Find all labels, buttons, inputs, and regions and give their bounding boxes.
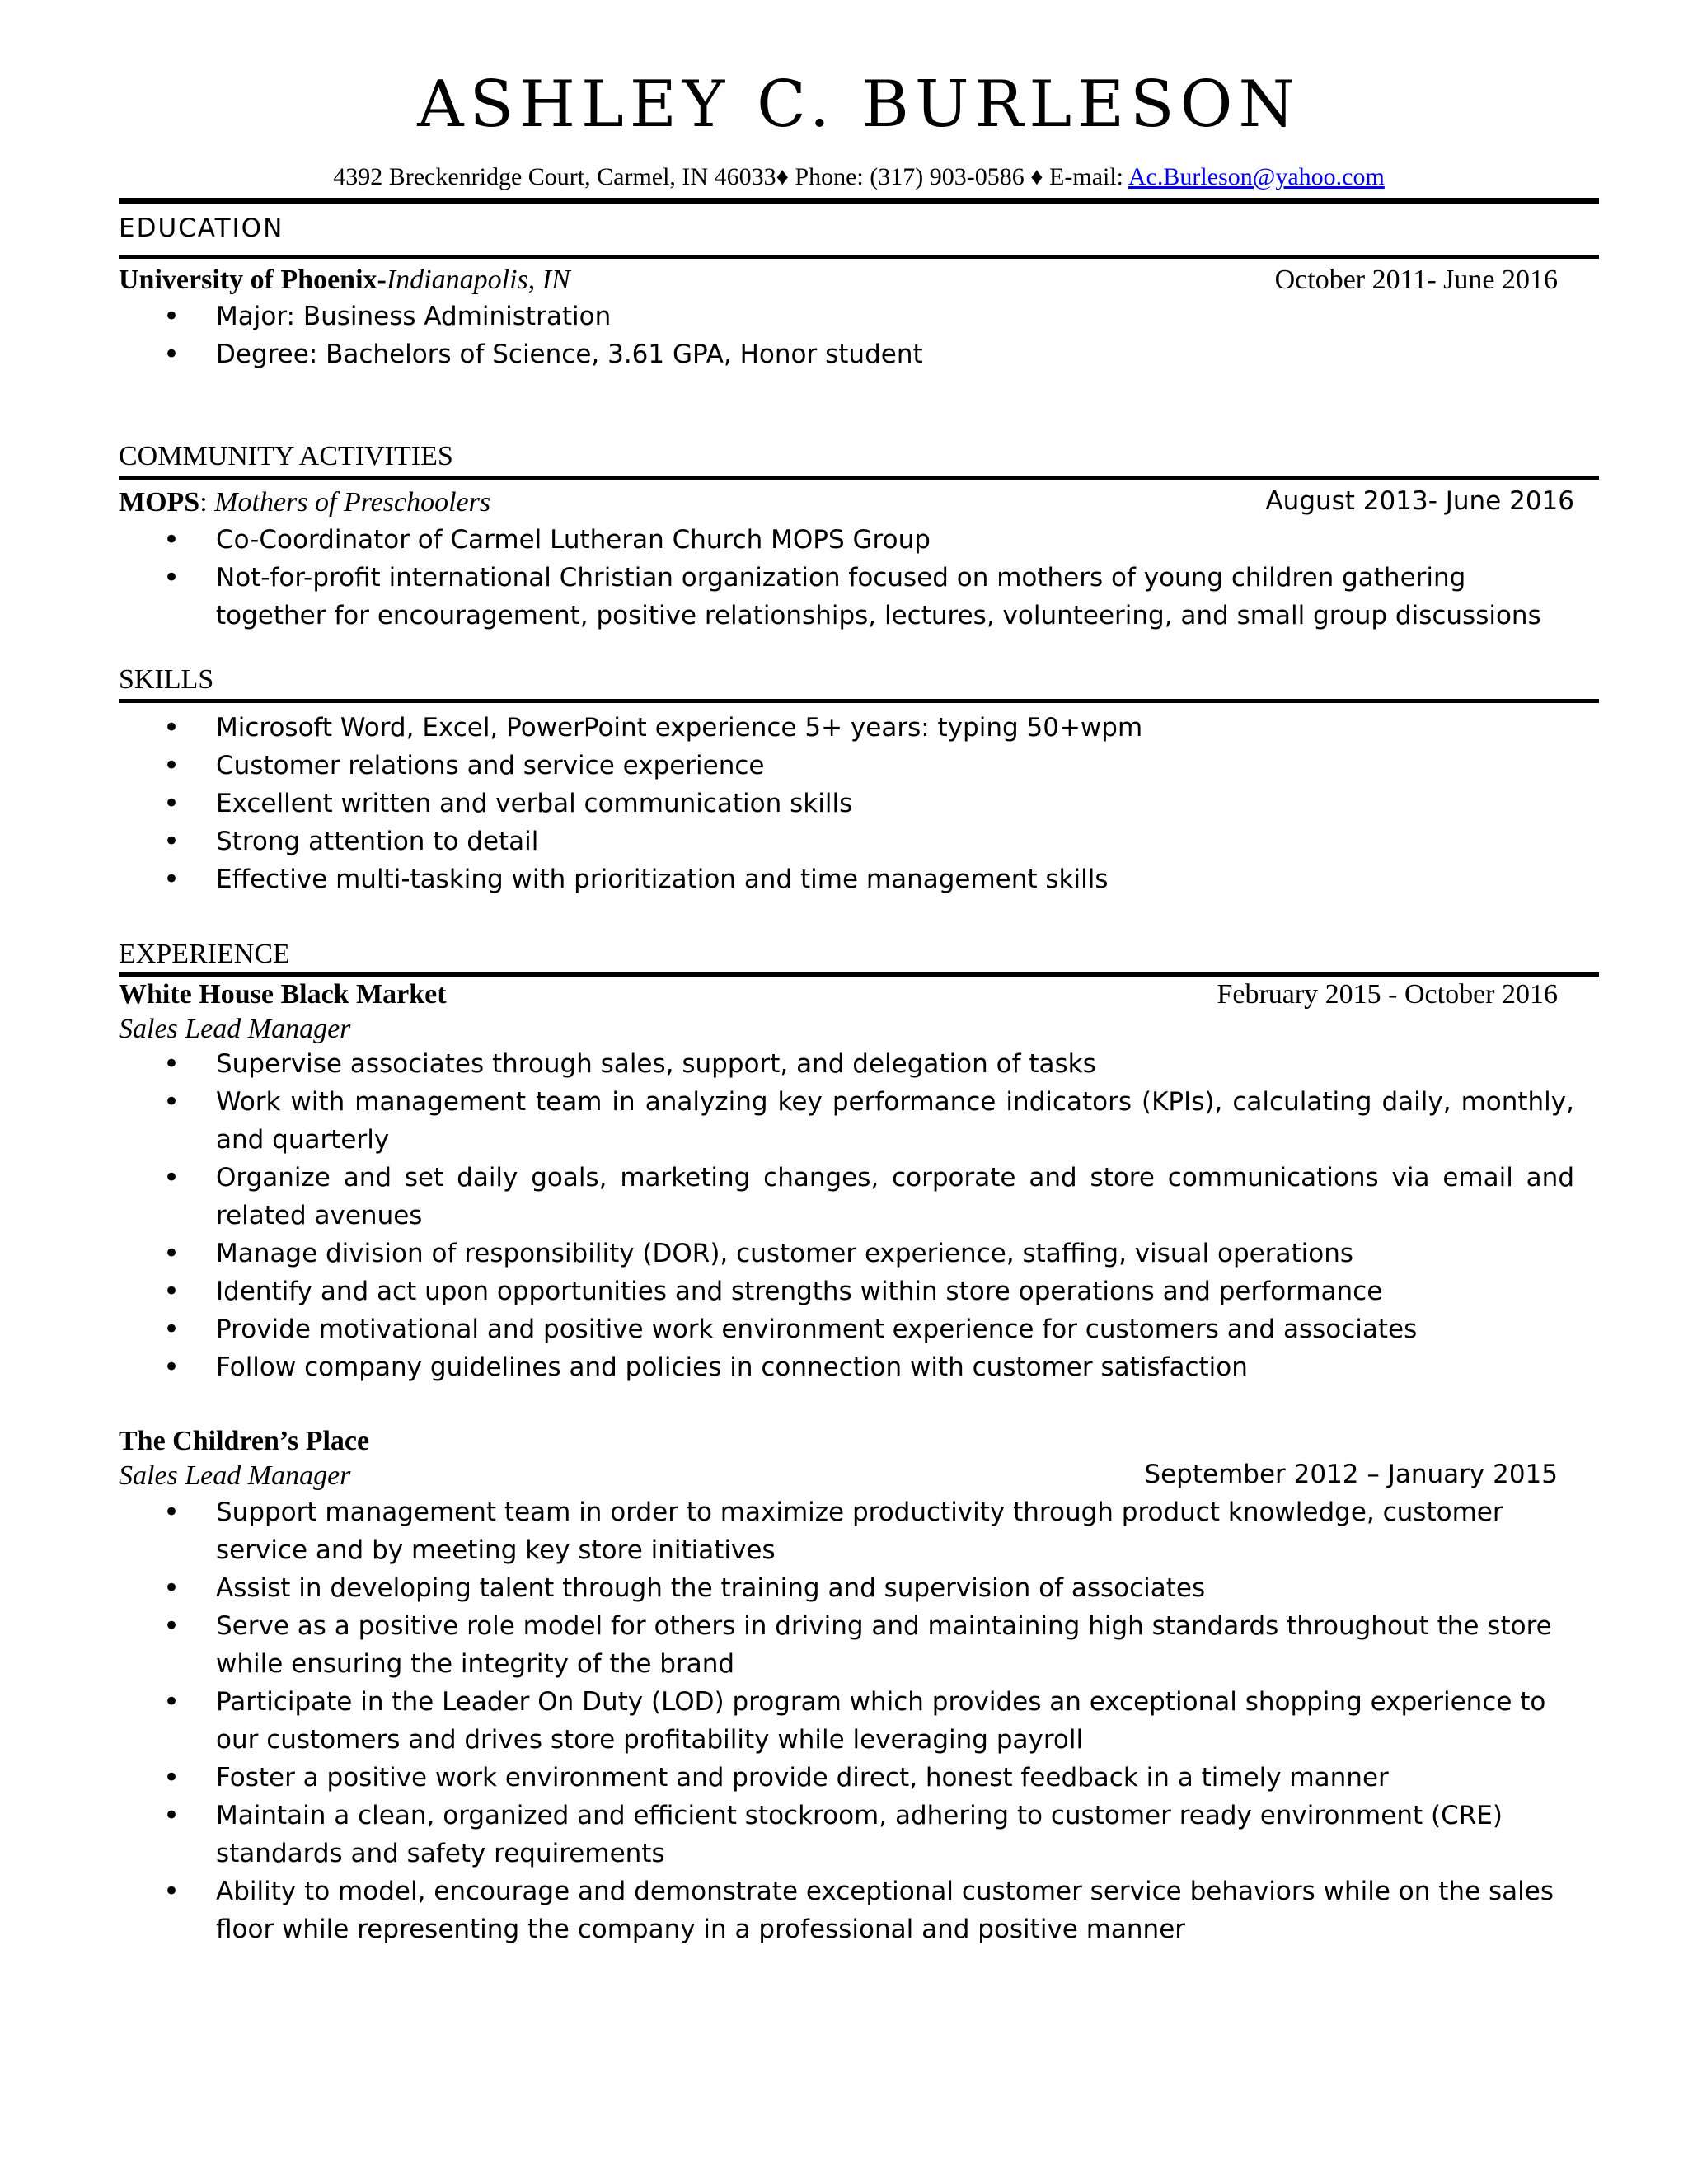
community-bullets [119,521,1569,635]
address: 4392 Breckenridge Court, Carmel, IN 46033 [333,163,776,190]
separator-diamond: ♦ [1030,163,1043,190]
list-item: • Customer relations and service experience [119,747,1574,785]
education-bullets [119,298,1574,373]
school-name: University of Phoenix- [119,265,387,295]
list-item: • Supervise associates through sales, support, and delegation of tasks [119,1045,1574,1083]
education-dates: October 2011- June 2016 [1274,265,1558,295]
community-dates: August 2013- June 2016 [1265,486,1574,516]
list-item: • Co-Coordinator of Carmel Lutheran Church MOPS Group [119,521,1569,559]
school-location: Indianapolis, IN [386,265,570,295]
list-item: • Provide motivational and positive work environment experience for customers and associates [119,1310,1574,1348]
section-title-skills: SKILLS [119,664,214,695]
job-dates: February 2015 - October 2016 [1217,979,1558,1010]
job-role: Sales Lead Manager [119,1014,351,1044]
candidate-name: ASHLEY C. BURLESON [417,68,1301,142]
list-item: • Major: Business Administration [119,298,1574,335]
section-rule [119,476,1599,480]
job-entry [119,981,1599,1009]
list-item: • Support management team in order to maximize productivity through product knowledge, customer service and by meeting key store initiatives [119,1493,1569,1569]
section-rule [119,699,1599,703]
section-rule [119,255,1599,259]
skills-bullets [119,709,1574,898]
company-name: The Children’s Place [119,1426,370,1456]
list-item: • Serve as a positive role model for others in driving and maintaining high standards throughout the store while ensuring the integrity of the brand [119,1607,1569,1683]
job-entry [119,1462,1599,1490]
list-item: • Effective multi-tasking with prioritization and time management skills [119,860,1574,898]
list-item: • Participate in the Leader On Duty (LOD) program which provides an exceptional shopping experience to our customers and drives store profitability while leveraging payroll [119,1683,1569,1759]
job-bullets [119,1493,1569,1948]
org-full-name: Mothers of Preschoolers [214,487,491,518]
list-item: • Degree: Bachelors of Science, 3.61 GPA, Honor student [119,335,1574,373]
section-title-education: EDUCATION [119,213,284,243]
list-item: • Work with management team in analyzing key performance indicators (KPIs), calculating daily, monthly, and quarterly [119,1083,1574,1159]
contact-line [119,165,1599,190]
list-item: • Organize and set daily goals, marketing changes, corporate and store communications via email and related avenues [119,1159,1574,1235]
job-dates: September 2012 – January 2015 [1144,1460,1558,1489]
list-item: • Not-for-profit international Christian organization focused on mothers of young children gathering together for encouragement, positive relationships, lectures, volunteering, and small group discussions [119,559,1569,635]
list-item: • Manage division of responsibility (DOR), customer experience, staffing, visual operations [119,1235,1574,1272]
community-entry: MOPS: Mothers of Preschoolers August 2013- June 2016 [119,486,1574,518]
job-bullets [119,1045,1574,1386]
section-title-community: COMMUNITY ACTIVITIES [119,441,453,471]
company-name: White House Black Market [119,979,447,1010]
list-item: • Follow company guidelines and policies in connection with customer satisfaction [119,1348,1574,1386]
list-item: • Excellent written and verbal communication skills [119,785,1574,823]
section-rule [119,972,1599,977]
email-link[interactable]: Ac.Burleson@yahoo.com [1128,163,1385,190]
phone-label: Phone: [795,163,864,190]
list-item: • Foster a positive work environment and provide direct, honest feedback in a timely manner [119,1759,1569,1797]
list-item: • Maintain a clean, organized and efficient stockroom, adhering to customer ready environment (CRE) standards and safety requirements [119,1797,1569,1872]
email-label: E-mail: [1049,163,1124,190]
separator-diamond: ♦ [776,163,789,190]
list-item: • Ability to model, encourage and demonstrate exceptional customer service behaviors while on the sales floor while representing the company in a professional and positive manner [119,1872,1569,1948]
list-item: • Identify and act upon opportunities and strengths within store operations and performance [119,1272,1574,1310]
job-role: Sales Lead Manager [119,1460,351,1491]
header-rule [119,198,1599,204]
list-item: • Strong attention to detail [119,823,1574,860]
org-name: MOPS [119,487,200,518]
list-item: • Microsoft Word, Excel, PowerPoint experience 5+ years: typing 50+wpm [119,709,1574,747]
phone-number: (317) 903-0586 [870,163,1025,190]
list-item: • Assist in developing talent through the training and supervision of associates [119,1569,1569,1607]
education-entry [119,266,1599,294]
section-title-experience: EXPERIENCE [119,939,290,969]
